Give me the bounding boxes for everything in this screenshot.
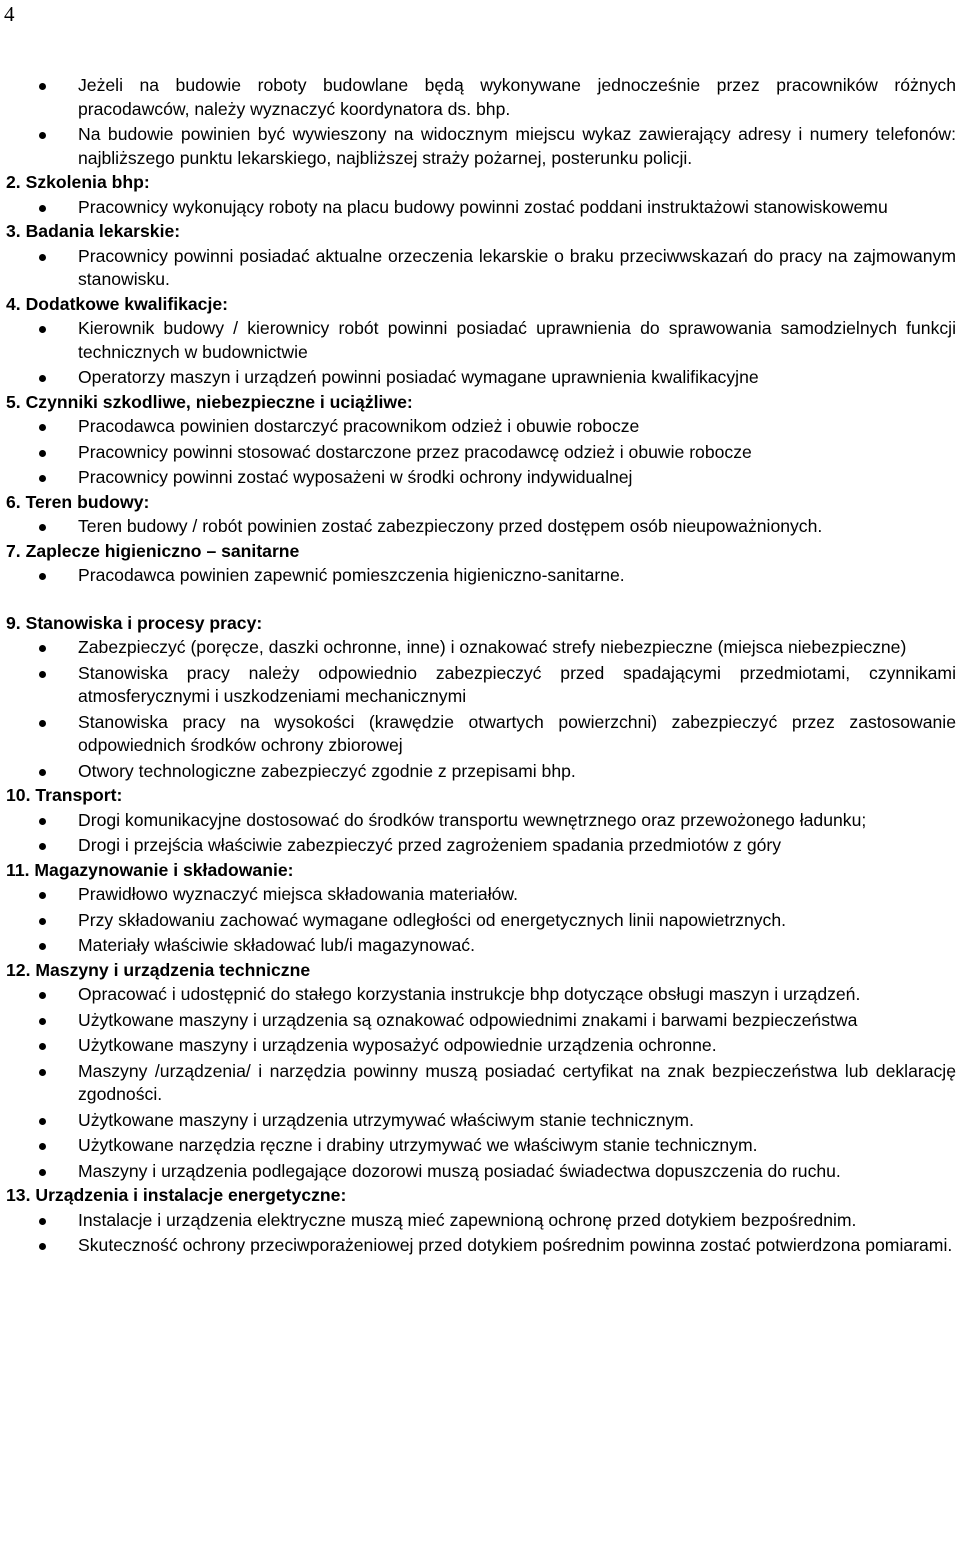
section-title: Teren budowy: [25,491,150,512]
bullet-item [6,909,956,933]
section-title: Magazynowanie i składowanie: [34,859,294,880]
bullet-icon [39,326,46,333]
bullet-item [6,1134,956,1158]
bullet-text: Maszyny /urządzenia/ i narzędzia powinny muszą posiadać certyfikat na znak bezpieczeństwa lub deklarację zgodności. [78,1060,956,1104]
bullet-text: Jeżeli na budowie roboty budowlane będą wykonywane jednocześnie przez pracowników różnych pracodawców, należy wyznaczyć koordynatora ds. bhp. [78,75,956,119]
bullet-icon [39,892,46,899]
section-heading [6,491,956,515]
bullet-item [6,123,956,170]
section-heading [6,1184,956,1208]
bullet-icon [39,1069,46,1076]
bullet-text: Pracownicy powinni posiadać aktualne orzeczenia lekarskie o braku przeciwwskazań do pracy na zajmowanym stanowisku. [78,245,956,289]
section-heading [6,959,956,983]
bullet-icon [39,645,46,652]
section-number: 3. [6,221,21,241]
section-heading [6,540,956,564]
section-title: Urządzenia i instalacje energetyczne: [35,1185,347,1205]
bullet-icon [39,1169,46,1176]
bullet-item [6,196,956,220]
bullet-text: Operatorzy maszyn i urządzeń powinni posiadać wymagane uprawnienia kwalifikacyjne [78,367,759,387]
bullet-text: Użytkowane narzędzia ręczne i drabiny utrzymywać we właściwym stanie technicznym. [78,1135,758,1155]
section-number: 6. [6,491,21,512]
bullet-item [6,1009,956,1033]
section-number: 2. [6,172,21,192]
bullet-text: Teren budowy / robót powinien zostać zabezpieczony przed dostępem osób nieupoważnionych. [78,516,823,536]
bullet-icon [39,1143,46,1150]
bullet-icon [39,943,46,950]
bullet-item [6,366,956,390]
bullet-icon [39,524,46,531]
section-title: Szkolenia bhp: [25,172,150,192]
bullet-icon [39,1043,46,1050]
bullet-text: Maszyny i urządzenia podlegające dozorowi muszą posiadać świadectwa dopuszczenia do ruchu. [78,1160,841,1181]
section-heading [6,293,956,317]
bullet-icon [39,843,46,850]
bullet-text: Pracodawca powinien dostarczyć pracownikom odzież i obuwie robocze [78,416,640,436]
document-body [6,74,956,1258]
bullet-icon [39,205,46,212]
section-title: Dodatkowe kwalifikacje: [25,293,228,314]
bullet-text: Instalacje i urządzenia elektryczne muszą mieć zapewnioną ochronę przed dotykiem bezpośrednim. [78,1209,857,1230]
bullet-item [6,74,956,121]
bullet-text: Użytkowane maszyny i urządzenia utrzymywać właściwym stanie technicznym. [78,1109,694,1130]
bullet-text: Pracodawca powinien zapewnić pomieszczenia higieniczno-sanitarne. [78,565,625,585]
bullet-text: Stanowiska pracy należy odpowiednio zabezpieczyć przed spadającymi przedmiotami, czynnikami atmosferycznymi i uszkodzeniami mechanicznymi [78,662,956,706]
bullet-text: Skuteczność ochrony przeciwporażeniowej przed dotykiem pośrednim powinna zostać potwierdzona pomiarami. [78,1235,953,1255]
bullet-icon [39,424,46,431]
section-number: 12. [6,959,31,980]
page-number: 4 [4,2,15,26]
bullet-text: Prawidłowo wyznaczyć miejsca składowania materiałów. [78,884,519,904]
bullet-icon [39,769,46,776]
bullet-icon [39,573,46,580]
section-heading [6,784,956,808]
bullet-item [6,834,956,858]
bullet-icon [39,132,46,139]
bullet-text: Pracownicy powinni zostać wyposażeni w środki ochrony indywidualnej [78,467,633,487]
bullet-text: Stanowiska pracy na wysokości (krawędzie otwartych powierzchni) zabezpieczyć przez zastosowanie odpowiednich środków ochrony zbiorowej [78,711,956,755]
section-number: 11. [6,859,30,880]
bullet-icon [39,254,46,261]
bullet-icon [39,475,46,482]
section-number: 4. [6,293,21,314]
bullet-item [6,441,956,465]
bullet-item [6,662,956,709]
bullet-text: Pracownicy wykonujący roboty na placu budowy powinni zostać poddani instruktażowi stanowiskowemu [78,196,888,217]
bullet-item [6,1109,956,1133]
bullet-icon [39,671,46,678]
bullet-icon [39,1218,46,1225]
section-title: Transport: [35,785,123,805]
bullet-icon [39,1018,46,1025]
bullet-text: Drogi komunikacyjne dostosować do środków transportu wewnętrznego oraz przewożonego ładunku; [78,809,867,830]
bullet-text: Pracownicy powinni stosować dostarczone przez pracodawcę odzież i obuwie robocze [78,441,752,462]
section-title: Zaplecze higieniczno – sanitarne [25,540,300,561]
bullet-text: Użytkowane maszyny i urządzenia wyposażyć odpowiednie urządzenia ochronne. [78,1035,717,1055]
bullet-icon [39,720,46,727]
bullet-item [6,1160,956,1184]
bullet-item [6,317,956,364]
section-number: 9. [6,612,21,633]
bullet-text: Użytkowane maszyny i urządzenia są oznakować odpowiednimi znakami i barwami bezpieczeństwa [78,1009,858,1030]
bullet-icon [39,375,46,382]
section-number: 7. [6,540,21,561]
bullet-item [6,515,956,539]
bullet-item [6,934,956,958]
section-heading [6,859,956,883]
section-number: 5. [6,391,21,412]
section-heading [6,171,956,195]
bullet-item [6,1209,956,1233]
bullet-item [6,636,956,660]
section-heading [6,220,956,244]
bullet-item [6,564,956,588]
bullet-text: Materiały właściwie składować lub/i magazynować. [78,935,475,955]
bullet-item [6,245,956,292]
bullet-text: Kierownik budowy / kierownicy robót powinni posiadać uprawnienia do sprawowania samodzielnych funkcji technicznych w budownictwie [78,318,956,362]
bullet-icon [39,83,46,90]
bullet-item [6,466,956,490]
bullet-item [6,1060,956,1107]
bullet-icon [39,1118,46,1125]
bullet-text: Opracować i udostępnić do stałego korzystania instrukcje bhp dotyczące obsługi maszyn i urządzeń. [78,984,861,1004]
bullet-text: Drogi i przejścia właściwie zabezpieczyć przed zagrożeniem spadania przedmiotów z góry [78,835,782,855]
bullet-item [6,711,956,758]
section-title: Stanowiska i procesy pracy: [25,612,263,633]
bullet-item [6,1034,956,1058]
bullet-icon [39,992,46,999]
section-number: 10. [6,785,31,805]
section-title: Badania lekarskie: [25,221,181,241]
bullet-icon [39,450,46,457]
bullet-item [6,1234,956,1258]
bullet-item [6,983,956,1007]
bullet-icon [39,818,46,825]
bullet-item [6,415,956,439]
section-title: Maszyny i urządzenia techniczne [35,959,311,980]
section-heading [6,612,956,636]
bullet-item [6,883,956,907]
bullet-icon [39,1243,46,1250]
bullet-text: Zabezpieczyć (poręcze, daszki ochronne, inne) i oznakować strefy niebezpieczne (miejsca niebezpieczne) [78,637,907,657]
bullet-text: Przy składowaniu zachować wymagane odległości od energetycznych linii napowietrznych. [78,909,787,930]
bullet-text: Na budowie powinien być wywieszony na widocznym miejscu wykaz zawierający adresy i numery telefonów: najbliższego punktu lekarskiego, najbliższej straży pożarnej, posterunku policji. [78,124,956,168]
bullet-item [6,760,956,784]
bullet-icon [39,918,46,925]
section-title: Czynniki szkodliwe, niebezpieczne i uciążliwe: [25,391,413,412]
bullet-item [6,809,956,833]
section-heading [6,391,956,415]
section-number: 13. [6,1185,31,1205]
bullet-text: Otwory technologiczne zabezpieczyć zgodnie z przepisami bhp. [78,760,576,781]
